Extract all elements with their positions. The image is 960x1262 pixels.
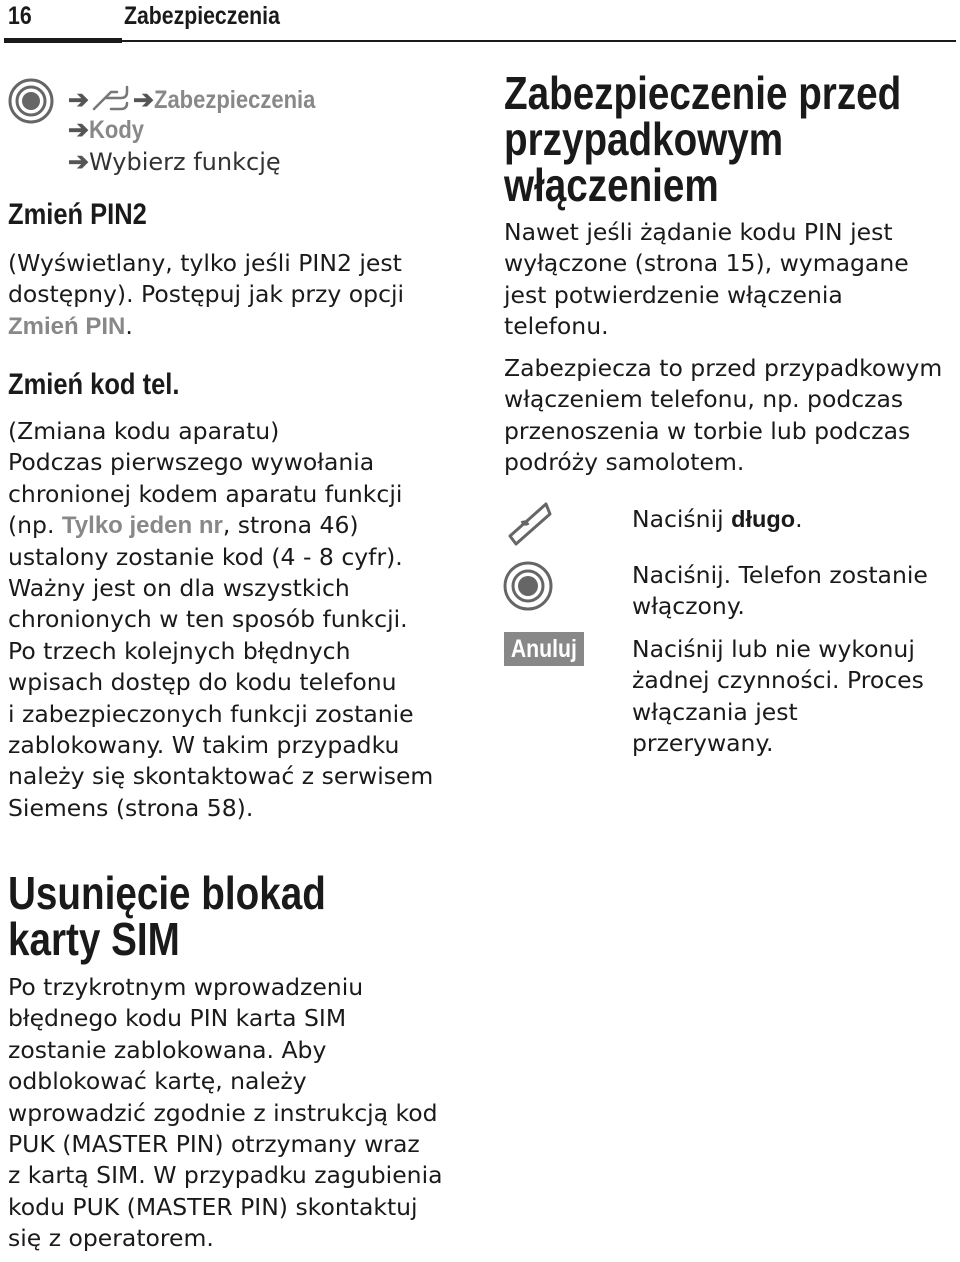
text-line: Naciśnij lub nie wykonuj [632,635,915,663]
nav-path-line-1 [68,84,337,115]
text-line: zostanie zablokowana. Aby [8,1035,327,1064]
key-hand-icon [91,84,131,112]
nav-item-wybierz-funkcje: Wybierz funkcję [88,148,281,176]
text-line: wprowadzić zgodnie z instrukcją kod [8,1098,438,1127]
text-line: chronionej kodem aparatu funkcji [8,479,403,508]
text-line: przenoszenia w torbie lub podczas [504,416,911,445]
text-line: Nawet jeśli żądanie kodu PIN jest [504,218,893,246]
heading-line: przypadkowym [504,113,784,165]
header-rule-thin [122,40,956,42]
arrow-right-icon: ➔ [68,116,89,144]
text-fragment: (np. [8,511,62,540]
text-line: włączania jest [632,697,798,726]
text-line: się z operatorem. [8,1224,214,1253]
paragraph-sim-unblock [8,972,443,1255]
text-line: podróży samolotem. [504,448,745,477]
text-line: Podczas pierwszego wywołania [8,448,375,477]
text-line: kodu PUK (MASTER PIN) skontaktuj [8,1192,418,1221]
text-line: chronionych w ten sposób funkcji. [8,605,408,634]
text-line: przerywany. [632,729,774,758]
text-line [8,311,404,342]
text-punctuation: . [125,311,133,340]
paragraph-protection-2 [504,353,942,479]
text-line: włączony. [632,592,745,621]
text-line: wpisach dostęp do kodu telefonu [8,668,397,697]
heading-line: włączeniem [504,159,719,211]
nav-path-line-3 [68,147,281,177]
text-line: włączeniem telefonu, np. podczas [504,385,904,414]
heading-power-on-protection [504,67,902,211]
softkey-label: Anuluj [510,635,578,663]
softkey-anuluj [504,632,584,666]
nav-item-zabezpieczenia: Zabezpieczenia [153,86,316,114]
text-line: należy się skontaktować z serwisem [8,762,434,791]
paragraph-change-phone-code [8,416,433,824]
arrow-right-icon: ➔ [68,148,89,176]
reference-zmien-pin: Zmień PIN [8,312,126,340]
text-line: i zabezpieczonych funkcji zostanie [8,699,414,728]
text-emphasis-dlugo: długo [731,506,796,532]
text-line: (Zmiana kodu aparatu) [8,417,280,445]
key-instruction-cancel [632,634,924,760]
text-line: telefonu. [504,312,609,341]
text-line: odblokować kartę, należy [8,1067,307,1096]
joystick-icon [503,561,553,611]
text-line: Po trzykrotnym wprowadzeniu [8,973,364,1001]
text-line: Siemens (strona 58). [8,793,254,822]
text-line [8,510,433,541]
header-rule-thick [4,38,122,43]
text-line: dostępny). Postępuj jak przy opcji [8,280,405,309]
heading-line: Usunięcie blokad [8,867,326,919]
paragraph-change-pin2 [8,248,404,342]
text-fragment: , strona 46) [222,511,359,540]
text-line: PUK (MASTER PIN) otrzymany wraz [8,1130,420,1159]
reference-tylko-jeden-nr: Tylko jeden nr [61,512,223,540]
text-line: z kartą SIM. W przypadku zagubienia [8,1161,443,1190]
text-line: Naciśnij. Telefon zostanie [632,561,928,589]
key-instruction-long-press [632,504,803,535]
heading-sim-unblock [8,867,326,965]
nav-item-kody: Kody [88,116,144,144]
text-line: Zabezpiecza to przed przypadkowym [504,354,943,382]
text-line: jest potwierdzenie włączenia [504,280,843,309]
text-line: żadnej czynności. Proces [632,666,924,695]
nav-path-line-2 [68,115,151,145]
text-line: wyłączone (strona 15), wymagane [504,249,909,278]
page-number: 16 [8,2,32,30]
joystick-icon [8,78,54,124]
text-fragment: Naciśnij [632,505,732,533]
paragraph-protection-1 [504,217,909,343]
arrow-right-icon: ➔ [68,86,89,114]
phone-key-icon [504,500,552,548]
text-line: błędnego kodu PIN karta SIM [8,1004,347,1033]
heading-line: karty SIM [8,913,180,965]
text-fragment: . [795,505,803,533]
text-line: Ważny jest on dla wszystkich [8,574,350,603]
text-line: zablokowany. W takim przypadku [8,731,400,760]
heading-change-pin2: Zmień PIN2 [8,198,147,231]
arrow-right-icon: ➔ [132,86,154,114]
section-title: Zabezpieczenia [124,2,280,30]
text-line: ustalony zostanie kod (4 - 8 cyfr). [8,542,403,571]
text-line: Po trzech kolejnych błędnych [8,636,351,665]
key-instruction-press [632,560,928,623]
heading-line: Zabezpieczenie przed [504,67,902,119]
heading-change-phone-code: Zmień kod tel. [8,368,180,401]
text-line: (Wyświetlany, tylko jeśli PIN2 jest [8,249,402,277]
